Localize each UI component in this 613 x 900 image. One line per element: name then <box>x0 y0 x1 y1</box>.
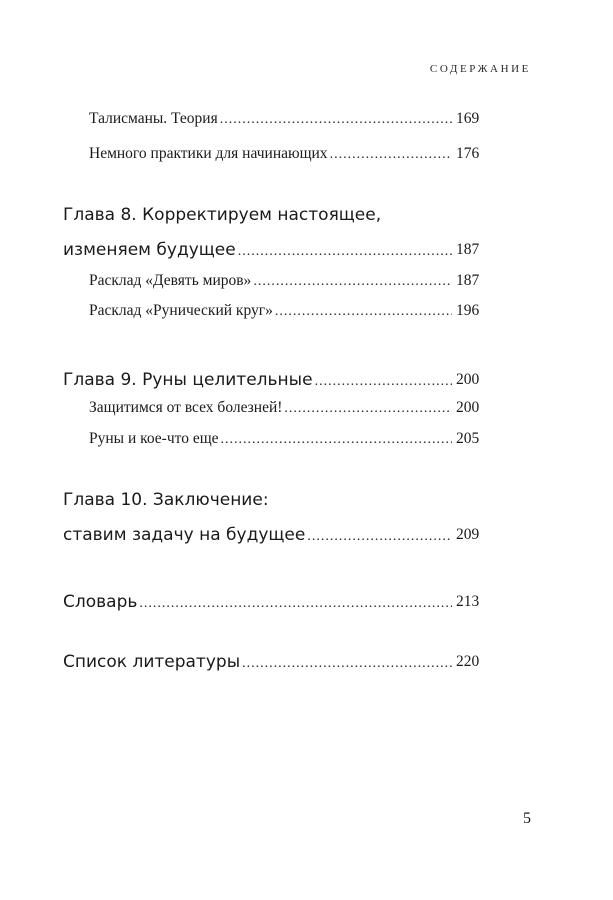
chapter-title-line: Глава 10. Заключение: <box>63 490 269 510</box>
toc-entry[interactable] <box>0 426 613 452</box>
page-number: 5 <box>523 810 531 827</box>
toc-entry-page: 213 <box>456 593 480 610</box>
running-head: СОДЕРЖАНИЕ <box>429 63 531 75</box>
toc-entry-page: 200 <box>456 371 480 388</box>
toc-entry-chapter[interactable] <box>0 589 613 615</box>
toc-entry-title: изменяем будущее <box>63 240 236 260</box>
toc-entry-page: 176 <box>456 145 480 162</box>
toc-entry-title: ставим задачу на будущее <box>63 525 306 545</box>
toc-entry[interactable] <box>0 141 613 167</box>
dot-leader <box>253 269 452 295</box>
dot-leader <box>238 239 452 265</box>
dot-leader <box>275 299 452 325</box>
dot-leader <box>284 396 452 422</box>
toc-entry-title: Словарь <box>63 592 138 612</box>
toc-entry-chapter[interactable] <box>0 522 613 548</box>
dot-leader <box>330 142 452 168</box>
toc-entry-page: 169 <box>456 110 480 127</box>
toc-entry-title: Руны и кое-что еще <box>89 430 219 447</box>
dot-leader <box>221 427 452 453</box>
toc-entry[interactable] <box>0 106 613 132</box>
toc-entry-title: Расклад «Рунический круг» <box>89 302 273 319</box>
toc-entry[interactable] <box>0 268 613 294</box>
toc-entry-title: Защитимся от всех болезней! <box>89 399 283 416</box>
dot-leader <box>307 524 452 550</box>
dot-leader <box>220 107 452 133</box>
toc-entry-chapter[interactable] <box>0 237 613 263</box>
dot-leader <box>242 651 452 677</box>
toc-entry-page: 196 <box>456 302 480 319</box>
chapter-title-line: Глава 8. Корректируем настоящее, <box>63 205 382 225</box>
toc-entry-chapter[interactable] <box>0 649 613 675</box>
toc-entry-page: 200 <box>456 399 480 416</box>
toc-entry-page: 187 <box>456 241 480 258</box>
toc-entry-title: Немного практики для начинающих <box>89 145 328 162</box>
toc-entry-page: 220 <box>456 653 480 670</box>
toc-entry-page: 205 <box>456 430 480 447</box>
dot-leader <box>139 591 452 617</box>
toc-entry-title: Расклад «Девять миров» <box>89 272 252 289</box>
dot-leader <box>315 369 452 395</box>
toc-entry-page: 209 <box>456 526 480 543</box>
toc-entry-title: Глава 9. Руны целительные <box>63 370 313 390</box>
toc-entry[interactable] <box>0 395 613 421</box>
toc-entry-page: 187 <box>456 272 480 289</box>
toc-entry-title: Список литературы <box>63 652 241 672</box>
toc-entry-chapter[interactable] <box>0 367 613 393</box>
toc-entry-title: Талисманы. Теория <box>89 110 218 127</box>
toc-entry[interactable] <box>0 298 613 324</box>
